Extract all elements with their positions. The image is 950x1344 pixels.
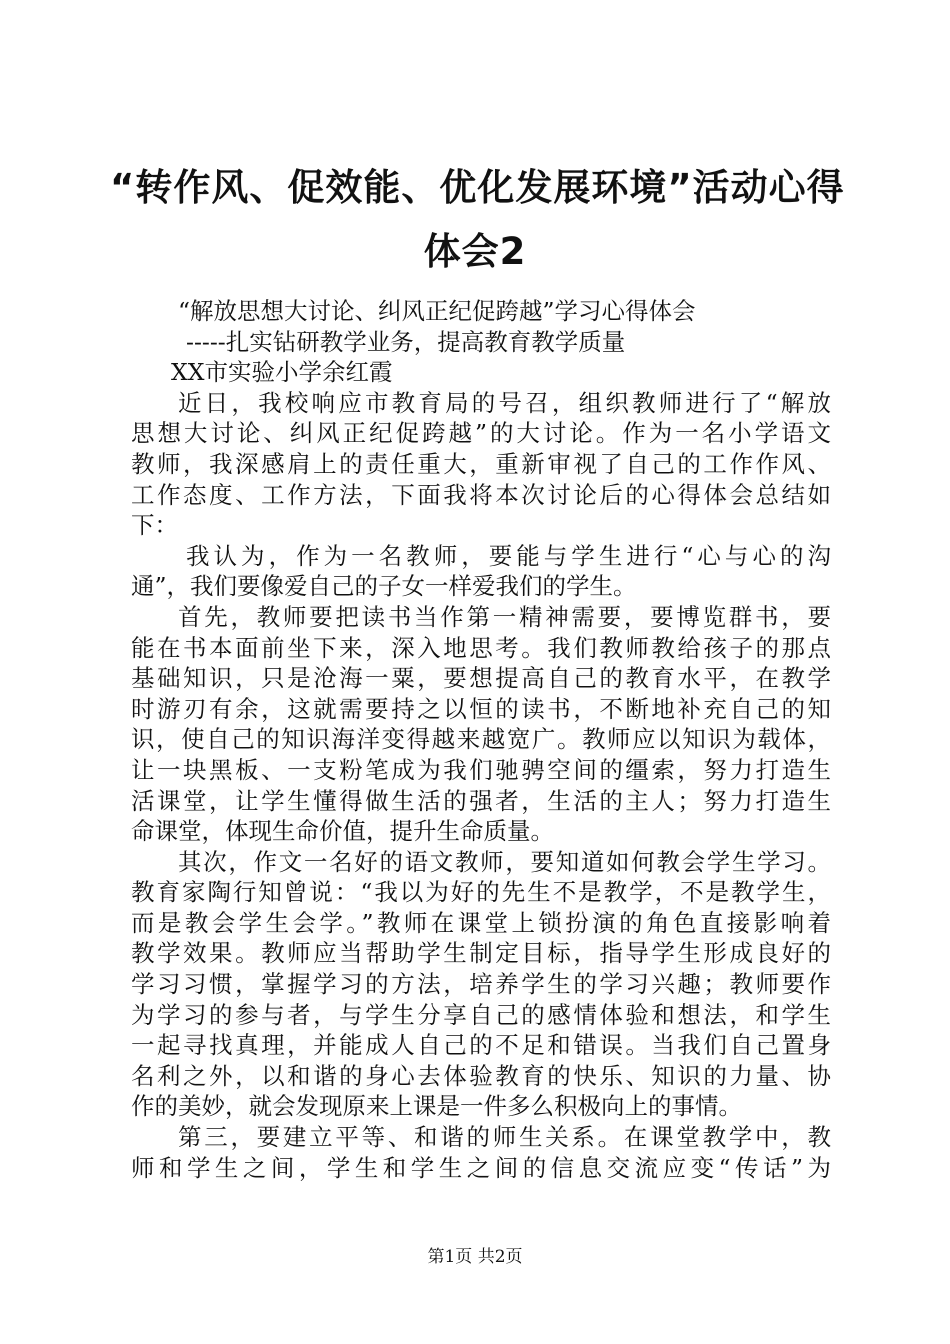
paragraph-line: 教育家陶行知曾说：“我以为好的先生不是教学，不是教学生， xyxy=(131,878,831,907)
subheading-line: -----扎实钻研教学业务，提高教育教学质量 xyxy=(186,327,626,356)
paragraph-line: 基础知识，只是沧海一粟，要想提高自己的教育水平，在教学 xyxy=(131,664,831,693)
paragraph-line: 识，使自己的知识海洋变得越来越宽广。教师应以知识为载体， xyxy=(131,725,831,754)
document-body xyxy=(131,296,831,1183)
paragraph-line: 作的美妙，就会发现原来上课是一件多么积极向上的事情。 xyxy=(131,1092,742,1121)
paragraph-line: 下： xyxy=(131,511,178,540)
paragraph-line: 第三，要建立平等、和谐的师生关系。在课堂教学中，教 xyxy=(178,1123,831,1152)
paragraph-line: 命课堂，体现生命价值，提升生命质量。 xyxy=(131,817,554,846)
subtitle-line: “解放思想大讨论、纠风正纪促跨越”学习心得体会 xyxy=(178,297,696,325)
paragraph-line: 而是教会学生会学。”教师在课堂上锁扮演的角色直接影响着 xyxy=(131,908,831,937)
paragraph-line: 名利之外，以和谐的身心去体验教育的快乐、知识的力量、协 xyxy=(131,1061,831,1090)
paragraph-line: 能在书本面前坐下来，深入地思考。我们教师教给孩子的那点 xyxy=(131,633,831,662)
title-line-1: “转作风、促效能、优化发展环境”活动心得 xyxy=(110,166,845,209)
paragraph-line: 一起寻找真理，并能成人自己的不足和错误。当我们自己置身 xyxy=(131,1031,831,1060)
paragraph-line: 教师，我深感肩上的责任重大，重新审视了自己的工作作风、 xyxy=(131,449,831,478)
paragraph-line: 时游刃有余，这就需要持之以恒的读书，不断地补充自己的知 xyxy=(131,694,831,723)
paragraph-line: 我认为，作为一名教师，要能与学生进行“心与心的沟 xyxy=(186,541,831,570)
document-title xyxy=(110,156,845,284)
page-number-footer: 第1页 共2页 xyxy=(427,1247,523,1267)
paragraph-line: 学习习惯，掌握学习的方法，培养学生的学习兴趣；教师要作 xyxy=(131,970,831,999)
paragraph-line: 近日，我校响应市教育局的号召，组织教师进行了“解放 xyxy=(178,388,831,417)
title-line-2: 体会2 xyxy=(423,230,527,273)
paragraph-line: 教学效果。教师应当帮助学生制定目标，指导学生形成良好的 xyxy=(131,939,831,968)
paragraph-line: 活课堂，让学生懂得做生活的强者，生活的主人；努力打造生 xyxy=(131,786,831,815)
paragraph-line: 让一块黑板、一支粉笔成为我们驰骋空间的缰索，努力打造生 xyxy=(131,755,831,784)
paragraph-line: 为学习的参与者，与学生分享自己的感情体验和想法，和学生 xyxy=(131,1000,831,1029)
author-line: XX市实验小学余红霞 xyxy=(171,358,393,387)
paragraph-line: 工作态度、工作方法，下面我将本次讨论后的心得体会总结如 xyxy=(131,480,831,509)
paragraph-line: 其次，作文一名好的语文教师，要知道如何教会学生学习。 xyxy=(178,847,831,876)
paragraph-line: 通”，我们要像爱自己的子女一样爱我们的学生。 xyxy=(131,572,637,601)
paragraph-line: 首先，教师要把读书当作第一精神需要，要博览群书，要 xyxy=(178,602,831,631)
paragraph-line: 师和学生之间，学生和学生之间的信息交流应变“传话”为 xyxy=(131,1153,831,1182)
paragraph-line: 思想大讨论、纠风正纪促跨越”的大讨论。作为一名小学语文 xyxy=(131,419,831,448)
